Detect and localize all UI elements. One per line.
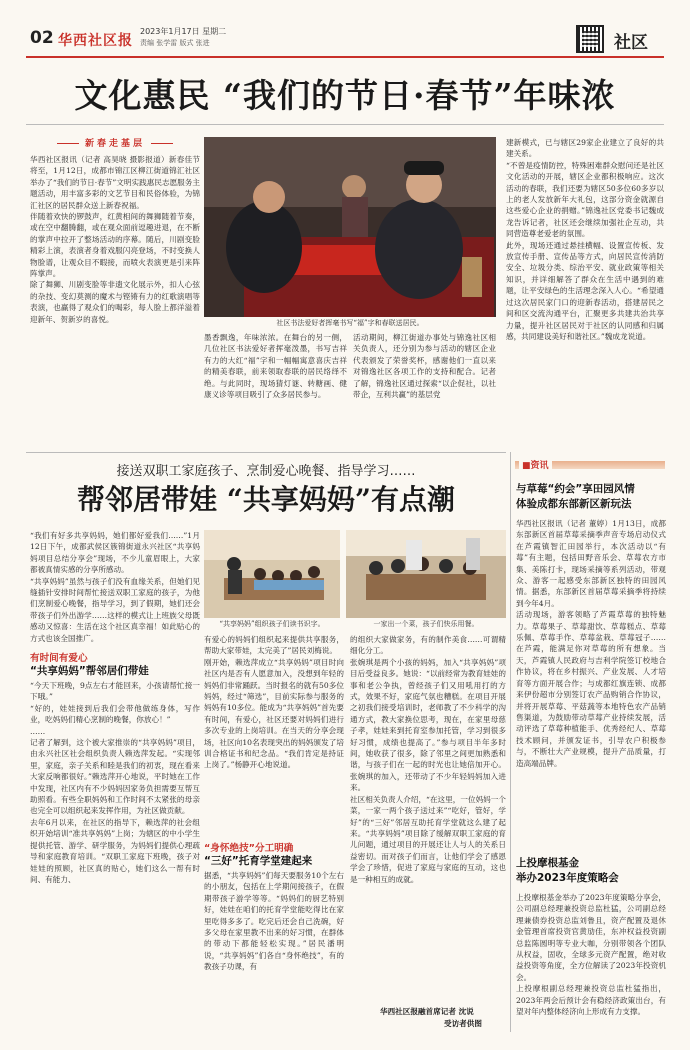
sidebar-news1-title: 与草莓“约会”享田园风情 体验成都东部新区新玩法 bbox=[516, 483, 635, 510]
article1-col4: 建新模式，已与辖区29家企业建立了良好的共建关系。 “不曾是疫情防控，特殊困难群众慰问还是社区文化活动的开展，辖区企业都积极响应。这次活动的春联，我们还要为辖区50多位60多岁以上的老人发放新年大礼包，这部分资金就源自这些爱心企业的捐赠。”锦逸社区党委书记魏成龙告诉记者，社区还会继续加强社企互动，共同营造尊老爱老的氛围。 此外，现场还通过悬挂横幅、设置宣传板、发放宣传手册、宣传品等方式，向居民宣传消防安全、垃圾分类、综治平安、就业政策等相关知识，并详细解答了群众在生活中遇到的难题，让平安绿色的生活理念深入人心。“希望通过这次居民家门口的迎新春活动，搭建居民之间和区交流沟通平台，汇聚更多共建共治共享力量，提升社区居民对于社区的认同感和归属感，共同建设美好和谐社区。”魏成龙说道。 bbox=[506, 138, 664, 341]
article1-headline: 文化惠民 “我们的节日·春节”年味浓 bbox=[74, 76, 616, 115]
article2-photo-reading bbox=[204, 530, 340, 618]
article2-section2-heading: “三好”托育学堂建起来 bbox=[204, 855, 313, 867]
issue-date: 2023年1月17日 星期二 bbox=[140, 27, 227, 36]
info-tag-text: 资讯 bbox=[530, 461, 549, 471]
article1-col2: 墨香飘逸，年味浓浓。在舞台的另一侧，几位社区书法爱好者挥毫泼墨，书写吉祥有力的大红“福”字和一幅幅寓意喜庆吉祥的精美春联，前来领取春联的居民络绎不绝。与此同时，现场猜灯谜、转糖画、健康义诊等项目吸引了众多居民参与。 bbox=[204, 333, 347, 400]
info-tag-label bbox=[519, 458, 552, 471]
sidebar-news2-body: 上投摩根基金举办了2023年度策略分享会，公司副总经理兼投资总监杜猛，公司副总经理兼债券投资总监刘鲁且，资产配置及退休金管理首席投资官黄劢佳，东冲权益投资副总监陈圆明等专业大咖，分别带领各个团队从权益，固收，全球多元资产配置，绝对收益投资等角度，全方位解读了2023年投资机会。 上投摩根副总经理兼投资总监杜猛指出，2023年两会后预计会有稳经济政策出台，有望对年内整体经济向上形成有力支撑。 bbox=[516, 893, 666, 1017]
article1-photo-caption: 社区书法爱好者挥毫书写“福”字和春联送居民。 bbox=[276, 319, 424, 327]
article2-section1-kicker: 有时间有爱心 bbox=[30, 653, 88, 664]
headline-rule bbox=[26, 124, 664, 125]
header-divider bbox=[26, 56, 664, 58]
page-number: 02 bbox=[30, 28, 54, 48]
newspaper-brand: 华西社区报 bbox=[58, 33, 133, 49]
article2-headline: 帮邻居带娃 “共享妈妈”有点潮 bbox=[77, 483, 455, 516]
sidebar-divider bbox=[510, 452, 511, 1032]
article2-byline: 华西社区报融首席记者 沈说 bbox=[380, 1007, 474, 1016]
article2-lead: “我们有好多共享妈妈，她们都好爱我们……”1月12日下午，成都武侯区簇锦街道永兴社区“共享妈妈项目总结分享会”现场，不少儿童眉眼上，大家都被真情实感的分享所感动。 “共享妈妈”虽然与孩子们没有血缘关系，但她们见缝插针安排时间帮忙接送双职工家庭的孩子，为他们烹制爱心晚餐，指导学习，到了假期，她们还会带孩子们外出游学……这样的模式让上班族父母既感动又惊喜：生活在这个社区真幸福！如此贴心的方式也该全国推广。 bbox=[30, 531, 200, 643]
article2-left-photo-caption: “共享妈妈”组织孩子们读书识字。 bbox=[219, 620, 325, 628]
sidebar-news1-body: 华西社区报讯（记者 董婷）1月13日，成都东部新区首届草莓采摘季声音专场启动仪式在芦霞镇智汇田园举行，本次活动以“有莓”有主题，包括田野音乐会、草莓农方市集、美陈打卡，现场采摘等系列活动，带观众、游客一起感受东部新区独特的田园风情。据悉，东部新区首届草莓采摘季将持续到今年4月。 活动现场，游客领略了芦霞草莓的独特魅力。草莓果子、草莓甜饮、草莓糕点、草莓乐佩、草莓手作、草莓盆栽、草莓冠子……在芦霞，能满足你对草莓的所有想象。当天，芦霞镇人民政府与吉利学院签订校地合作协议，将在乡村振兴、产业发展、人才培育等方面开展合作；与成都红旗连锁、成都来伊份超市分别签订农产品购销合作协议，并将开展草莓、平菇蔬等本地特色农产品销售渠道，为鼓励带动草莓产业持续发展，活动评选了草莓种植能手、优秀经纪人、草莓技术顾问，并颁发证书，引导农户积极参与，不断壮大产业规模，提升产品质量，打造高端品牌。 bbox=[516, 519, 666, 768]
article2-photo-credit: 受访者供图 bbox=[444, 1019, 482, 1028]
article2-subtitle: 接送双职工家庭孩子、烹制爱心晚餐、指导学习…… bbox=[116, 464, 416, 479]
section-name: 社区 bbox=[614, 33, 648, 53]
article2-section2-body: 据悉，“共享妈妈”们每天要服务10个左右的小朋友，包括在上学期间接孩子，在假期带孩子游学等等。“妈妈们的厨艺特别好，娃娃在咱们的托育学堂能吃得比在家里吃得多多了。吃完后还会自己洗碗，好多父母在家里教不出来的好习惯，在群体的带动下都能轻松实现。”居民潘明说，“共享妈妈”们各自“身怀绝技”，有的教孩子功课，有 bbox=[204, 871, 344, 972]
article2-col3: 的组织大家做家务，有的制作美食……可谓精细化分工。 张婉琪是两个小孩的妈妈，加入“共享妈妈”项目后受益良多。她说：“以前经常为教育娃娃的事和老公争执，曾经孩子们又用吼用打的方式，效果不好，家庭气氛也糟糕。在项目开展之初我们接受培训时，老师教了不少科学的沟通方式，教大家换位思考，现在，在家里母慈子孝，娃娃来到托育室参加托管，学习到很多好习惯，成绩也提高了。”参与项目半年多时间，她收获了很多，除了邻里之间更加熟悉和谐，与孩子们在一起的时光也让她倍加开心。张婉琪的加入，还带动了不少年轻妈妈加入进来。 社区相关负责人介绍，“在这里，一位妈妈一个菜，一家一两个孩子送过来”“吃好，管好，学好”的“三好”邻居互助托育学堂就这么建了起来。“共享妈妈”项目除了缓解双职工家庭的育儿问题，通过项目的开展还让人与人的关系日益密切。而对孩子们而言，让他们学会了感恩学会了珍惜，促进了家庭与家庭的互动，这也是一种相互的成就。 bbox=[350, 635, 506, 884]
article1-photo-calligraphy bbox=[204, 137, 496, 317]
editors-line: 责编 张学雷 版式 张进 bbox=[140, 39, 210, 47]
article2-col2: 有爱心的妈妈们组织起来提供共享服务，帮助大家带娃，太完美了”居民刘梅说。 刚开始，赖选萍成立“共享妈妈”项目时向社区内是否有人愿意加入，没想到年轻的妈妈们非常踊跃。当时报名的就有50多位妈妈，经过“筛选”，目前实际参与服务的妈妈有10多位。能成为“共享妈妈”首先要有时间，有爱心，社区还要对妈妈们进行多次专业的上岗培训。在当天的分享会现场，社区向10名表现突出的妈妈颁发了培训合格证书和纪念品。“我们肯定是持证上岗了。”杨静开心地说道。 bbox=[204, 635, 344, 770]
article2-section1-heading: “共享妈妈”帮邻居们带娃 bbox=[30, 665, 149, 677]
article2-right-photo-caption: 一家出一个菜，孩子们快乐用餐。 bbox=[373, 620, 479, 628]
article1-col1: 华西社区报讯（记者 高昊晓 摄影报道）新春佳节将至，1月12日，成都市锦江区柳江街道锦汇社区举办了“我们的节日·春节”文明实践惠民志愿服务主题活动，用丰富多彩的文艺节目和民俗体验，为锦汇社区的居民群众送上新春祝福。 伴随着欢快的锣鼓声，红黄相间的舞狮随着节奏，或在空中翻腾翻，或在观众面前逗趣进退，在不断的掌声中拉开了整场活动的序幕。随后，川剧变脸精彩上演，表演者身着戏服闪亮登场，不时变换人物脸谱，让观众目不暇接，而喷火表演更是引来阵阵掌声。 除了舞狮、川剧变脸等非遗文化展示外，扣人心弦的杂技、变幻莫测的魔术与铿锵有力的红歌演唱等表演，也赢得了观众们的喝彩，每人脸上都洋溢着迎新年、贺新岁的喜悦。 bbox=[30, 155, 200, 324]
article2-photo-dining bbox=[346, 530, 506, 618]
article2-section2-kicker: “身怀绝技”分工明确 bbox=[204, 843, 294, 854]
page-header bbox=[0, 0, 690, 56]
sidebar-news2-title: 上投摩根基金 举办2023年度策略会 bbox=[516, 857, 619, 884]
square-bullet-icon: ■ bbox=[522, 461, 531, 471]
qr-code-icon bbox=[576, 25, 604, 53]
article2-section1-body: “今天下班晚，9点左右才能回来，小孩请帮忙接一下哦。” “好的，娃娃接到后我们会带他做练身体，写作业，吃妈妈们精心烹制的晚餐，你放心！” …… 记者了解到，这个被大家推崇的“共享妈妈”项目，由永兴社区社会组织负责人赖选萍发起。“实现邻里，家庭，亲子关系和睦是我们的初衷，现在看来大家反响都很好。”赖选萍开心地说，平时她在工作中发现，社区内有不少妈妈因家务负担需要互帮互助照看。有些全职妈妈和工作时间不太紧张的母亲也完全可以组织起来发挥作用，为社区做贡献。 去年6月以来，在社区的指导下，赖选萍的社会组织开始培训“准共享妈妈”上岗；为辖区的中小学生提供托管、游学、研学服务，为妈妈们提供心理疏导和家庭教育培训。“双职工家庭下班晚，孩子对娃娃的照顾，社区真的贴心，她们这么一帮有时间、有能力、 bbox=[30, 681, 200, 884]
info-section-tag bbox=[515, 457, 665, 473]
article1-col3: 活动期间，柳江街道办事处与锦逸社区相关负责人，还分别为参与活动的辖区企业代表颁发了荣誉奖杯，感谢他们一直以来对锦逸社区各项工作的支持和配合。记者了解，锦逸社区通过探索“以企促社，以社带企，互利共赢”的基层党 bbox=[353, 333, 496, 400]
article2-rule bbox=[26, 452, 506, 453]
article1-tag: 新春走基层 bbox=[30, 136, 200, 149]
